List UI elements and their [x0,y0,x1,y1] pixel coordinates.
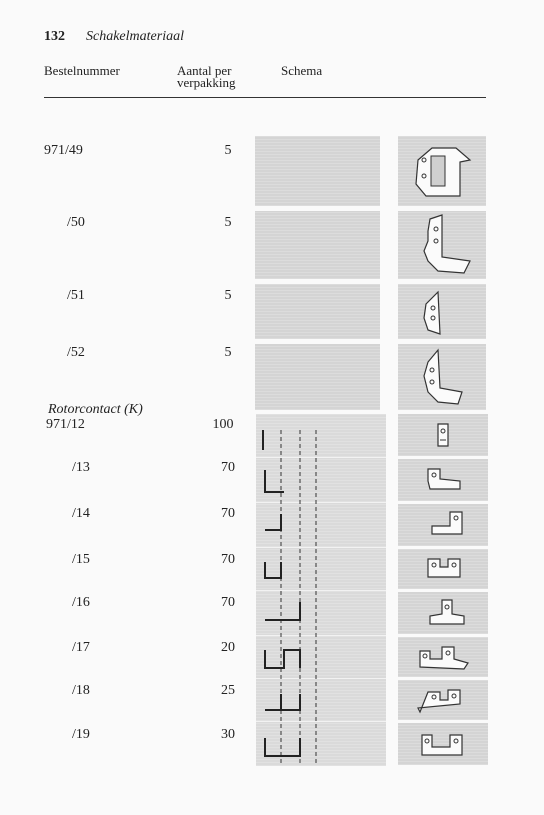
row-qty: 70 [221,552,235,567]
row-code: 971/12 [46,417,85,432]
page-number: 132 [44,29,65,44]
schema-photo-box [255,284,380,339]
row-qty: 5 [224,143,232,158]
contact-plate-52-drawing [398,344,486,410]
row-code: /18 [72,683,90,698]
rotor-contact-position-diagram [256,414,386,766]
page-title: Schakelmateriaal [86,29,184,44]
schema-photo-box [255,211,380,279]
row-code: /50 [67,215,85,230]
rotor-contact-19-drawing [398,723,488,765]
row-qty: 25 [221,683,235,698]
group-label: Rotorcontact (K) [48,402,143,417]
row-code: /52 [67,345,85,360]
rotor-contact-12-drawing [398,414,488,456]
row-code: /14 [72,506,90,521]
row-code: /16 [72,595,90,610]
rotor-contact-17-drawing [398,637,488,677]
contact-plate-50-drawing [398,211,486,279]
column-header-order-number: Bestelnummer [44,63,120,78]
rotor-contact-13-drawing [398,459,488,501]
row-code: /15 [72,552,90,567]
contact-plate-49-drawing [398,136,486,206]
column-header-quantity-line1: Aantal per [177,63,232,78]
row-code: /19 [72,727,90,742]
schema-photo-box [255,136,380,206]
column-header-schema: Schema [281,63,323,78]
schema-photo-box [255,344,380,410]
row-qty: 5 [224,215,232,230]
row-qty: 70 [221,460,235,475]
row-qty: 20 [221,640,235,655]
rotor-contact-15-drawing [398,549,488,589]
rotor-contact-14-drawing [398,504,488,546]
column-header-quantity-line2: verpakking [177,75,236,90]
contact-plate-51-drawing [398,284,486,339]
row-qty: 70 [221,506,235,521]
row-qty: 100 [212,417,234,432]
column-header-quantity [177,65,235,89]
row-code: /17 [72,640,90,655]
row-code: /51 [67,288,85,303]
row-qty: 5 [224,288,232,303]
rotor-contact-18-drawing [398,680,488,720]
row-qty: 30 [221,727,235,742]
row-qty: 70 [221,595,235,610]
rotor-contact-16-drawing [398,592,488,634]
row-qty: 5 [224,345,232,360]
row-code: /13 [72,460,90,475]
row-code: 971/49 [44,143,83,158]
header-rule [44,97,486,98]
